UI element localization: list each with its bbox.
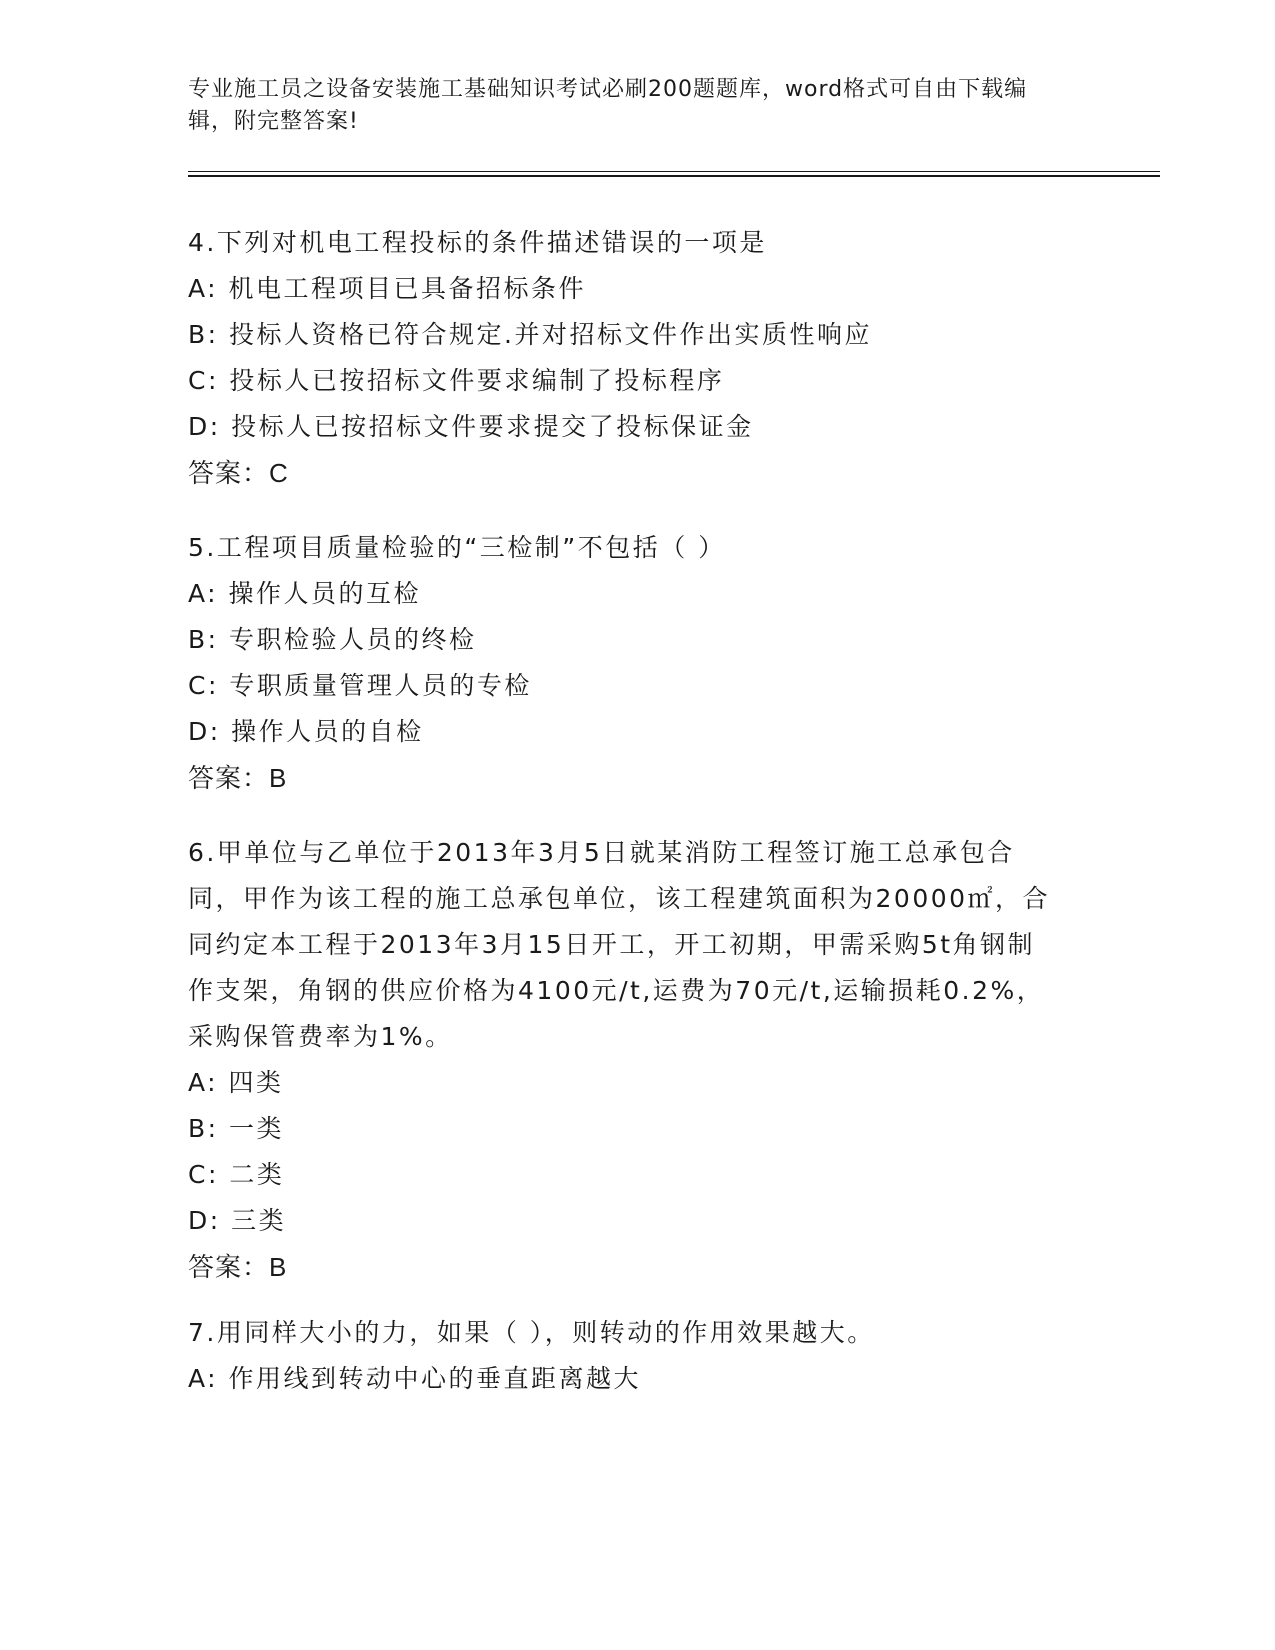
option-d: D: 操作人员的自检 (188, 717, 424, 746)
option-d: D: 三类 (188, 1206, 287, 1235)
option-a: A: 四类 (188, 1068, 284, 1097)
option-b: B: 投标人资格已符合规定.并对招标文件作出实质性响应 (188, 320, 872, 349)
header-divider-thin (188, 171, 1160, 172)
answer: 答案：B (188, 763, 288, 793)
header-divider-thick (188, 175, 1160, 177)
answer: 答案：B (188, 1252, 288, 1282)
question-stem: 5.工程项目质量检验的“三检制”不包括（ ） (188, 533, 726, 562)
option-a: A: 机电工程项目已具备招标条件 (188, 274, 587, 303)
question-6 (188, 830, 1058, 1290)
option-c: C: 二类 (188, 1160, 285, 1189)
option-d: D: 投标人已按招标文件要求提交了投标保证金 (188, 412, 754, 441)
option-c: C: 投标人已按招标文件要求编制了投标程序 (188, 366, 725, 395)
option-a: A: 作用线到转动中心的垂直距离越大 (188, 1364, 642, 1393)
question-stem: 6.甲单位与乙单位于2013年3月5日就某消防工程签订施工总承包合同，甲作为该工程的施工总承包单位，该工程建筑面积为20000㎡，合同约定本工程于2013年3月15日开工，开工初期，甲需采购5t角钢制作支架，角钢的供应价格为4100元/t,运费为70元/t,运输损耗0.2%，采购保管费率为1%。 (188, 838, 1051, 1051)
option-b: B: 一类 (188, 1114, 285, 1143)
option-b: B: 专职检验人员的终检 (188, 625, 477, 654)
question-stem: 7.用同样大小的力，如果（ ），则转动的作用效果越大。 (188, 1318, 875, 1347)
option-a: A: 操作人员的互检 (188, 579, 422, 608)
question-7 (188, 1310, 1088, 1402)
question-5 (188, 525, 1088, 801)
question-stem: 4.下列对机电工程投标的条件描述错误的一项是 (188, 228, 767, 257)
document-header: 专业施工员之设备安装施工基础知识考试必刷200题题库，word格式可自由下载编辑，附完整答案! (188, 77, 1028, 134)
option-c: C: 专职质量管理人员的专检 (188, 671, 532, 700)
question-4 (188, 220, 1088, 496)
answer: 答案：C (188, 458, 289, 488)
